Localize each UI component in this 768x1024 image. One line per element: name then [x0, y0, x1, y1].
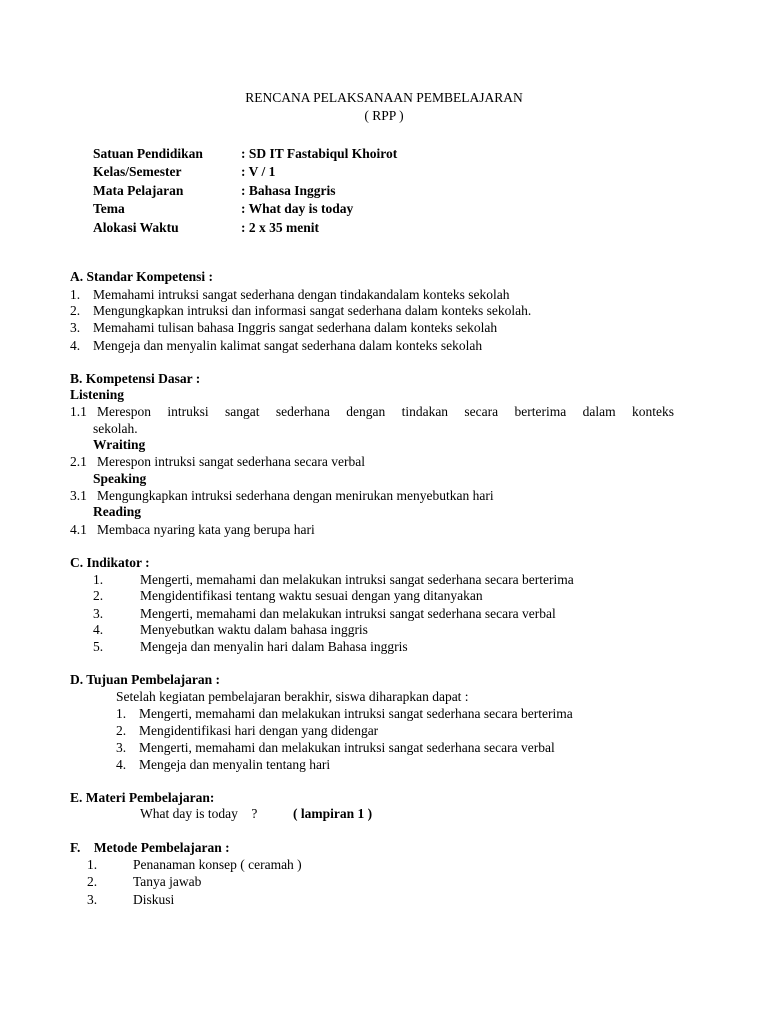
list-item: Membaca nyaring kata yang berupa hari [97, 522, 315, 537]
list-item: Mengeja dan menyalin hari dalam Bahasa inggris [140, 639, 408, 654]
list-item: Mengidentifikasi tentang waktu sesuai dengan yang ditanyakan [140, 588, 483, 603]
listening-subheading: Listening [70, 387, 125, 402]
list-number: 3. [70, 320, 81, 335]
list-number: 2.1 [70, 454, 87, 469]
list-number: 4.1 [70, 522, 87, 537]
list-number: 2. [87, 874, 98, 889]
identity-label: Mata Pelajaran [93, 183, 184, 198]
identity-label: Kelas/Semester [93, 164, 182, 179]
list-item: Mengungkapkan intruksi dan informasi sangat sederhana dalam konteks sekolah. [93, 303, 532, 318]
list-item: Mengeja dan menyalin tentang hari [139, 757, 331, 772]
list-item: Mengungkapkan intruksi sederhana dengan menirukan menyebutkan hari [97, 488, 494, 503]
section-d-heading: D. Tujuan Pembelajaran : [70, 672, 221, 687]
section-c-heading: C. Indikator : [70, 555, 150, 570]
section-d-intro: Setelah kegiatan pembelajaran berakhir, siswa diharapkan dapat : [116, 689, 469, 704]
list-number: 2. [116, 723, 127, 738]
list-item: Mengerti, memahami dan melakukan intruksi sangat sederhana secara verbal [140, 606, 556, 621]
list-item: Diskusi [133, 892, 175, 907]
list-number: 3. [93, 606, 104, 621]
identity-label: Alokasi Waktu [93, 220, 179, 235]
list-number: 1.1 [70, 404, 87, 419]
list-item: Menyebutkan waktu dalam bahasa inggris [140, 622, 368, 637]
list-item-continuation: sekolah. [93, 421, 138, 436]
list-number: 1. [116, 706, 127, 721]
identity-value: : V / 1 [241, 164, 276, 179]
identity-value: : 2 x 35 menit [241, 220, 319, 235]
list-item: Penanaman konsep ( ceramah ) [133, 857, 302, 872]
list-number: 4. [93, 622, 104, 637]
list-number: 3.1 [70, 488, 87, 503]
list-item: Memahami intruksi sangat sederhana dengan tindakandalam konteks sekolah [93, 287, 510, 302]
list-number: 4. [116, 757, 127, 772]
attachment-note: ( lampiran 1 ) [293, 806, 373, 821]
section-e-heading: E. Materi Pembelajaran: [70, 790, 215, 805]
list-number: 3. [116, 740, 127, 755]
identity-label: Satuan Pendidikan [93, 146, 203, 161]
identity-value: : Bahasa Inggris [241, 183, 336, 198]
section-f-heading: F. Metode Pembelajaran : [70, 840, 230, 855]
list-number: 5. [93, 639, 104, 654]
list-item: Mengerti, memahami dan melakukan intruksi sangat sederhana secara verbal [139, 740, 555, 755]
list-number: 2. [93, 588, 104, 603]
list-number: 4. [70, 338, 81, 353]
identity-label: Tema [93, 201, 125, 216]
identity-value: : What day is today [241, 201, 354, 216]
list-item: Mengerti, memahami dan melakukan intruksi sangat sederhana secara berterima [139, 706, 573, 721]
reading-subheading: Reading [93, 504, 142, 519]
list-item: Memahami tulisan bahasa Inggris sangat sederhana dalam konteks sekolah [93, 320, 498, 335]
list-number: 3. [87, 892, 98, 907]
list-number: 2. [70, 303, 81, 318]
writing-subheading: Wraiting [93, 437, 146, 452]
material-text: What day is today ? [140, 806, 258, 821]
identity-value: : SD IT Fastabiqul Khoirot [241, 146, 398, 161]
list-item: Merespon intruksi sangat sederhana dengan tindakan secara berterima dalam konteks [97, 404, 674, 419]
list-number: 1. [70, 287, 81, 302]
list-item: Mengerti, memahami dan melakukan intruksi sangat sederhana secara berterima [140, 572, 574, 587]
document-subtitle: ( RPP ) [364, 108, 404, 123]
list-item: Mengeja dan menyalin kalimat sangat sederhana dalam konteks sekolah [93, 338, 483, 353]
section-a-heading: A. Standar Kompetensi : [70, 269, 214, 284]
section-b-heading: B. Kompetensi Dasar : [70, 371, 201, 386]
list-number: 1. [93, 572, 104, 587]
list-item: Mengidentifikasi hari dengan yang didengar [139, 723, 379, 738]
list-number: 1. [87, 857, 98, 872]
list-item: Tanya jawab [133, 874, 202, 889]
document-title: RENCANA PELAKSANAAN PEMBELAJARAN [245, 90, 523, 105]
speaking-subheading: Speaking [93, 471, 147, 486]
list-item: Merespon intruksi sangat sederhana secara verbal [97, 454, 366, 469]
